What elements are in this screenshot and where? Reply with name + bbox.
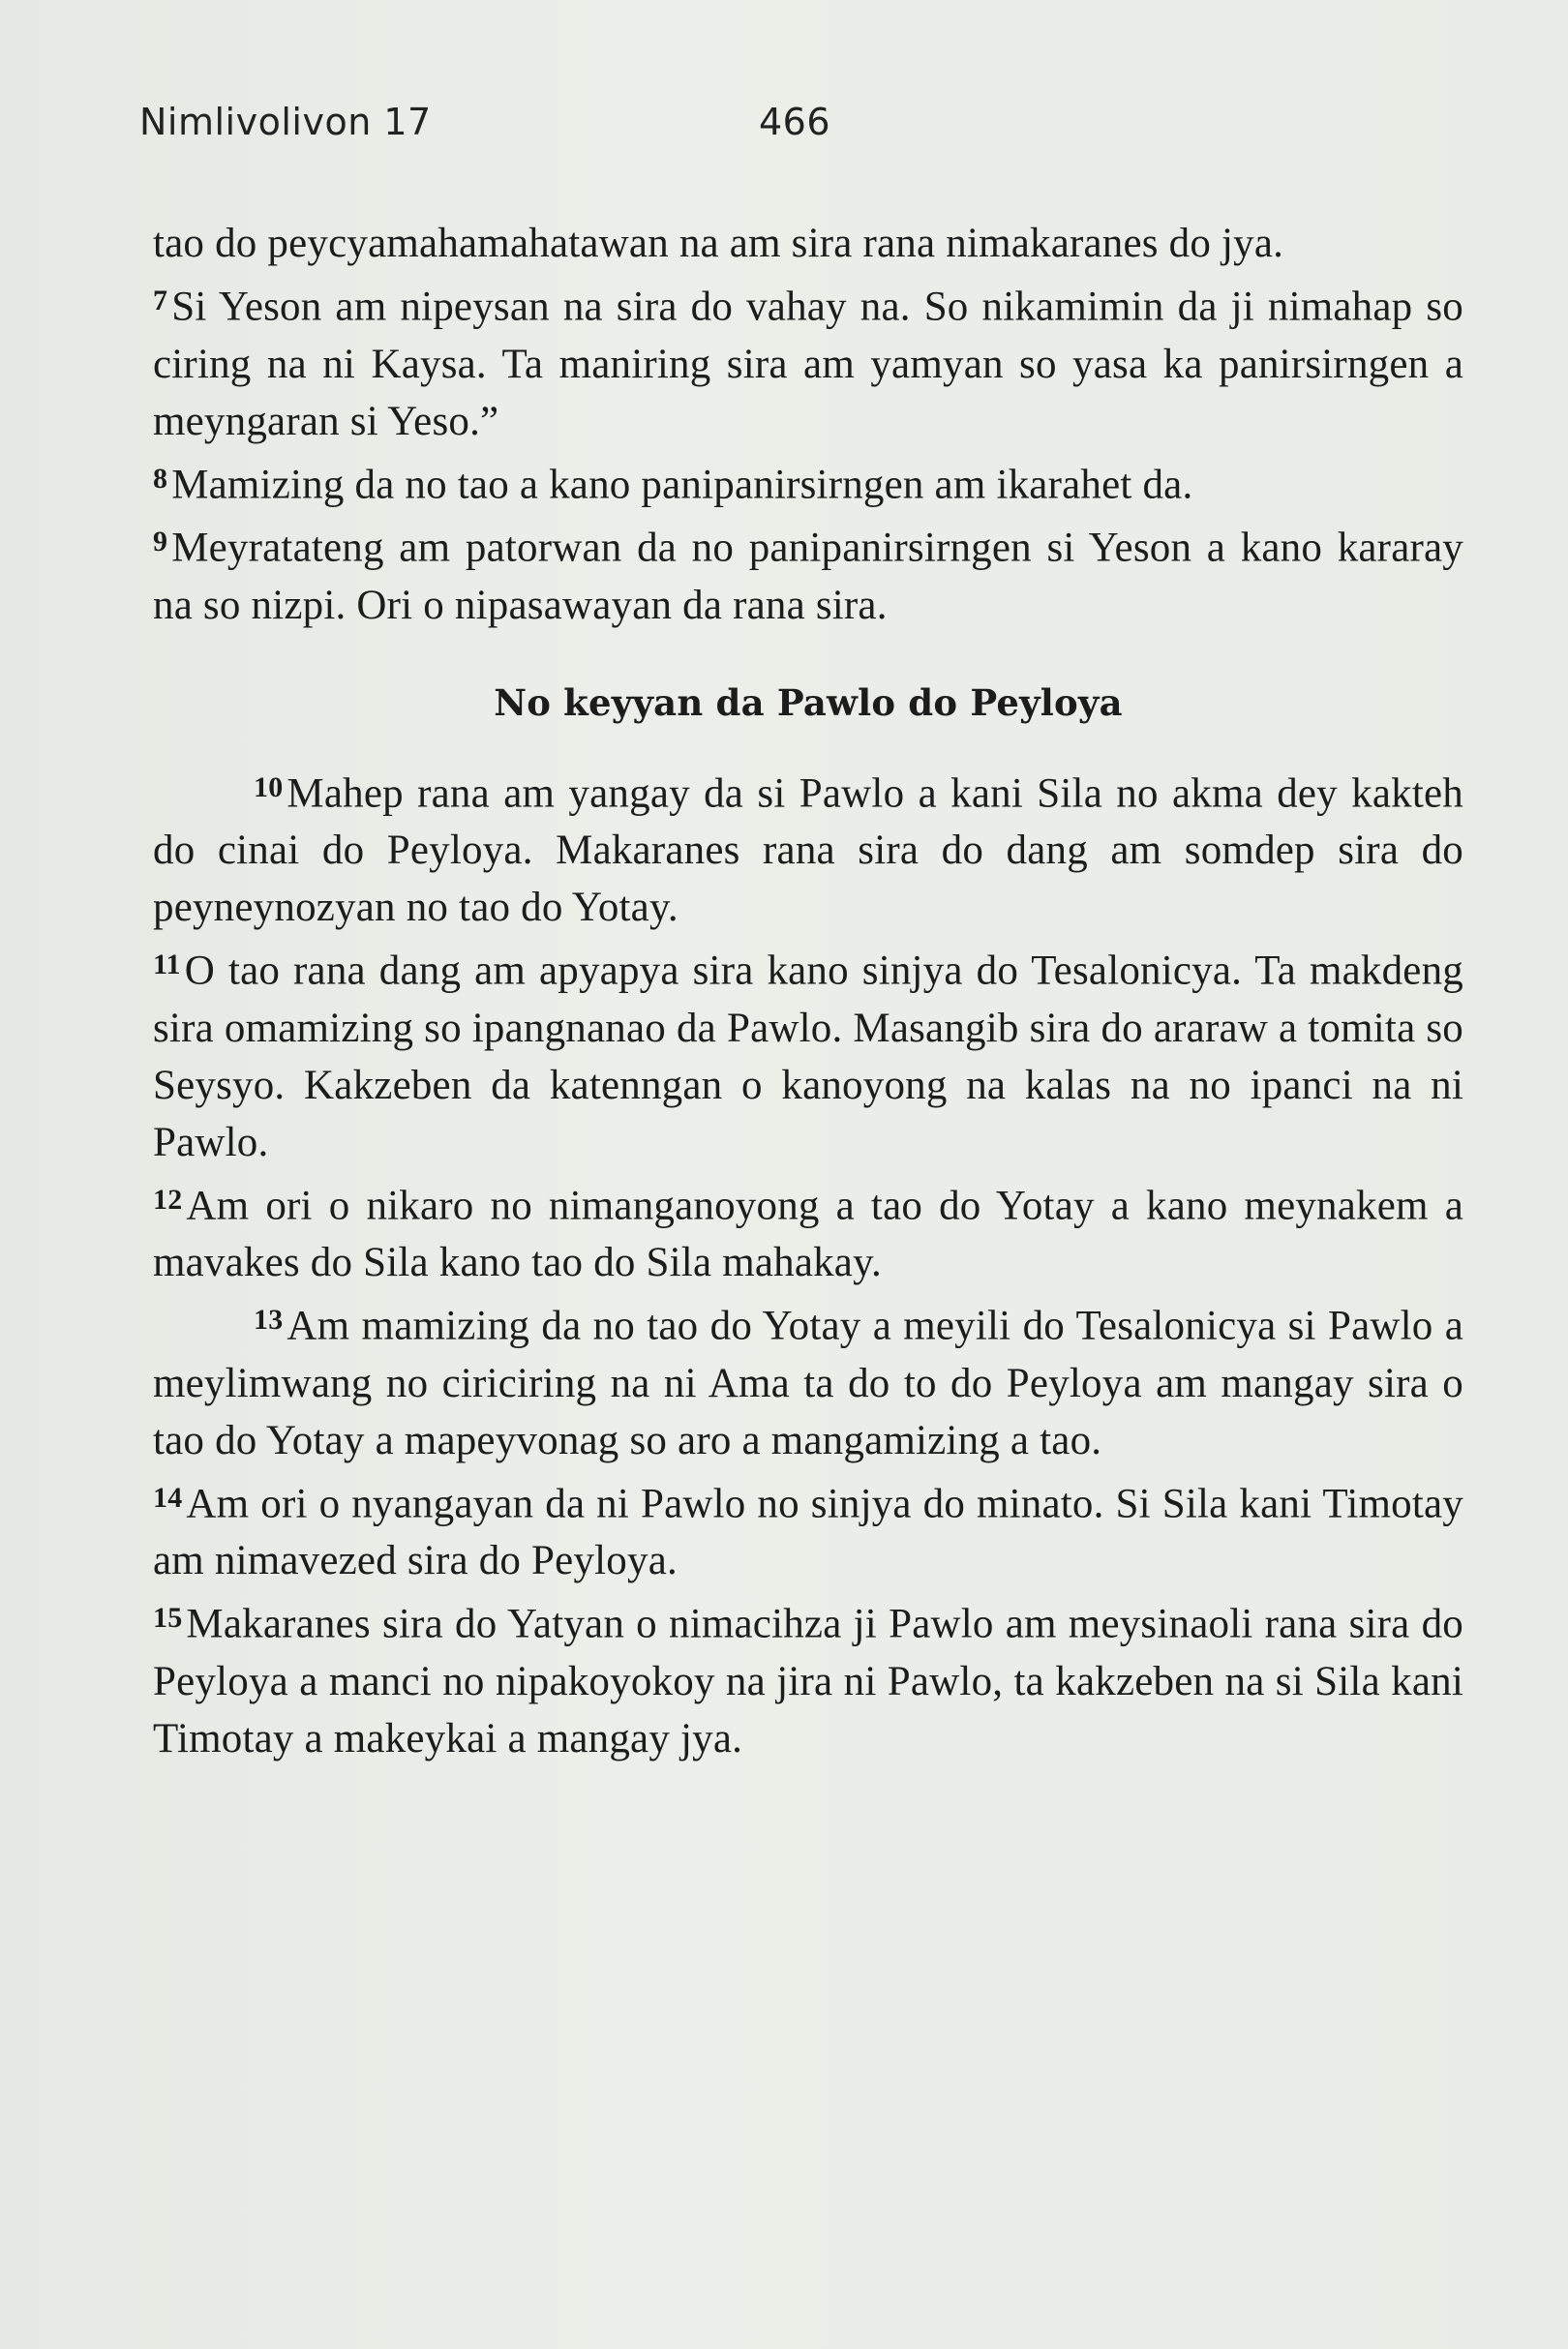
verse-paragraph xyxy=(153,1171,1463,1292)
running-header xyxy=(139,101,1442,159)
verse-paragraph xyxy=(153,450,1463,514)
verse-paragraph xyxy=(153,215,1463,272)
verse-text: Mamizing da no tao a kano panipanirsirngen am ikarahet da. xyxy=(171,462,1193,507)
verse-text: Meyratateng am patorwan da no panipanirsirngen si Yeson a kano kararay na so nizpi. Ori o nipasawayan da rana sira. xyxy=(153,525,1463,628)
verse-text: Makaranes sira do Yatyan o nimacihza ji Pawlo am meysinaoli rana sira do Peyloya a manci no nipakoyokoy na jira ni Pawlo, ta kakzeben na si Sila kani Timotay a makeykai a mangay jya. xyxy=(153,1601,1463,1762)
verse-paragraph xyxy=(153,936,1463,1171)
text-body xyxy=(153,215,1463,1767)
section-heading: No keyyan da Pawlo do Peyloya xyxy=(494,680,1123,724)
verse-number: 13 xyxy=(254,1304,284,1336)
verse-number: 10 xyxy=(254,770,284,803)
verse-number: 14 xyxy=(153,1481,183,1514)
verse-paragraph xyxy=(153,1589,1463,1767)
verse-paragraph xyxy=(153,1291,1463,1469)
verse-text: Si Yeson am nipeysan na sira do vahay na. So nikamimin da ji nimahap so ciring na ni Kaysa. Ta maniring sira am yamyan so yasa ka panirsirngen a meyngaran si Yeso.” xyxy=(153,284,1463,444)
page-number: 466 xyxy=(759,101,831,143)
verse-number: 15 xyxy=(153,1602,183,1634)
verse-number: 9 xyxy=(153,526,168,557)
book-chapter-title: Nimlivolivon 17 xyxy=(139,101,432,143)
verse-text: Am mamizing da no tao do Yotay a meyili do Tesalonicya si Pawlo a meylimwang no ciriciring na ni Ama ta do to do Peyloya am mangay sira o tao do Yotay a mapeyvonag so aro a mangamizing a tao. xyxy=(153,1303,1463,1463)
verse-paragraph xyxy=(153,1469,1463,1590)
verse-text: O tao rana dang am apyapya sira kano sinjya do Tesalonicya. Ta makdeng sira omamizing so ipangnanao da Pawlo. Masangib sira do araraw a tomita so Seysyo. Kakzeben da katenngan o kanoyong na kalas na no ipanci na ni Pawlo. xyxy=(153,948,1463,1165)
verse-number: 12 xyxy=(153,1183,183,1216)
verse-number: 7 xyxy=(153,285,168,316)
verse-text: Am ori o nikaro no nimanganoyong a tao do Yotay a kano meynakem a mavakes do Sila kano tao do Sila mahakay. xyxy=(153,1183,1463,1285)
verse-text: Mahep rana am yangay da si Pawlo a kani Sila no akma dey kakteh do cinai do Peyloya. Makaranes rana sira do dang am somdep sira do peyneynozyan no tao do Yotay. xyxy=(153,770,1463,930)
verse-text: tao do peycyamahamahatawan na am sira rana nimakaranes do jya. xyxy=(153,221,1284,266)
verse-number: 11 xyxy=(153,949,181,980)
verse-number: 8 xyxy=(153,462,168,495)
verse-paragraph xyxy=(153,272,1463,450)
verse-paragraph xyxy=(153,759,1463,937)
verse-text: Am ori o nyangayan da ni Pawlo no sinjya do minato. Si Sila kani Timotay am nimavezed sira do Peyloya. xyxy=(153,1481,1463,1583)
verse-paragraph xyxy=(153,513,1463,634)
